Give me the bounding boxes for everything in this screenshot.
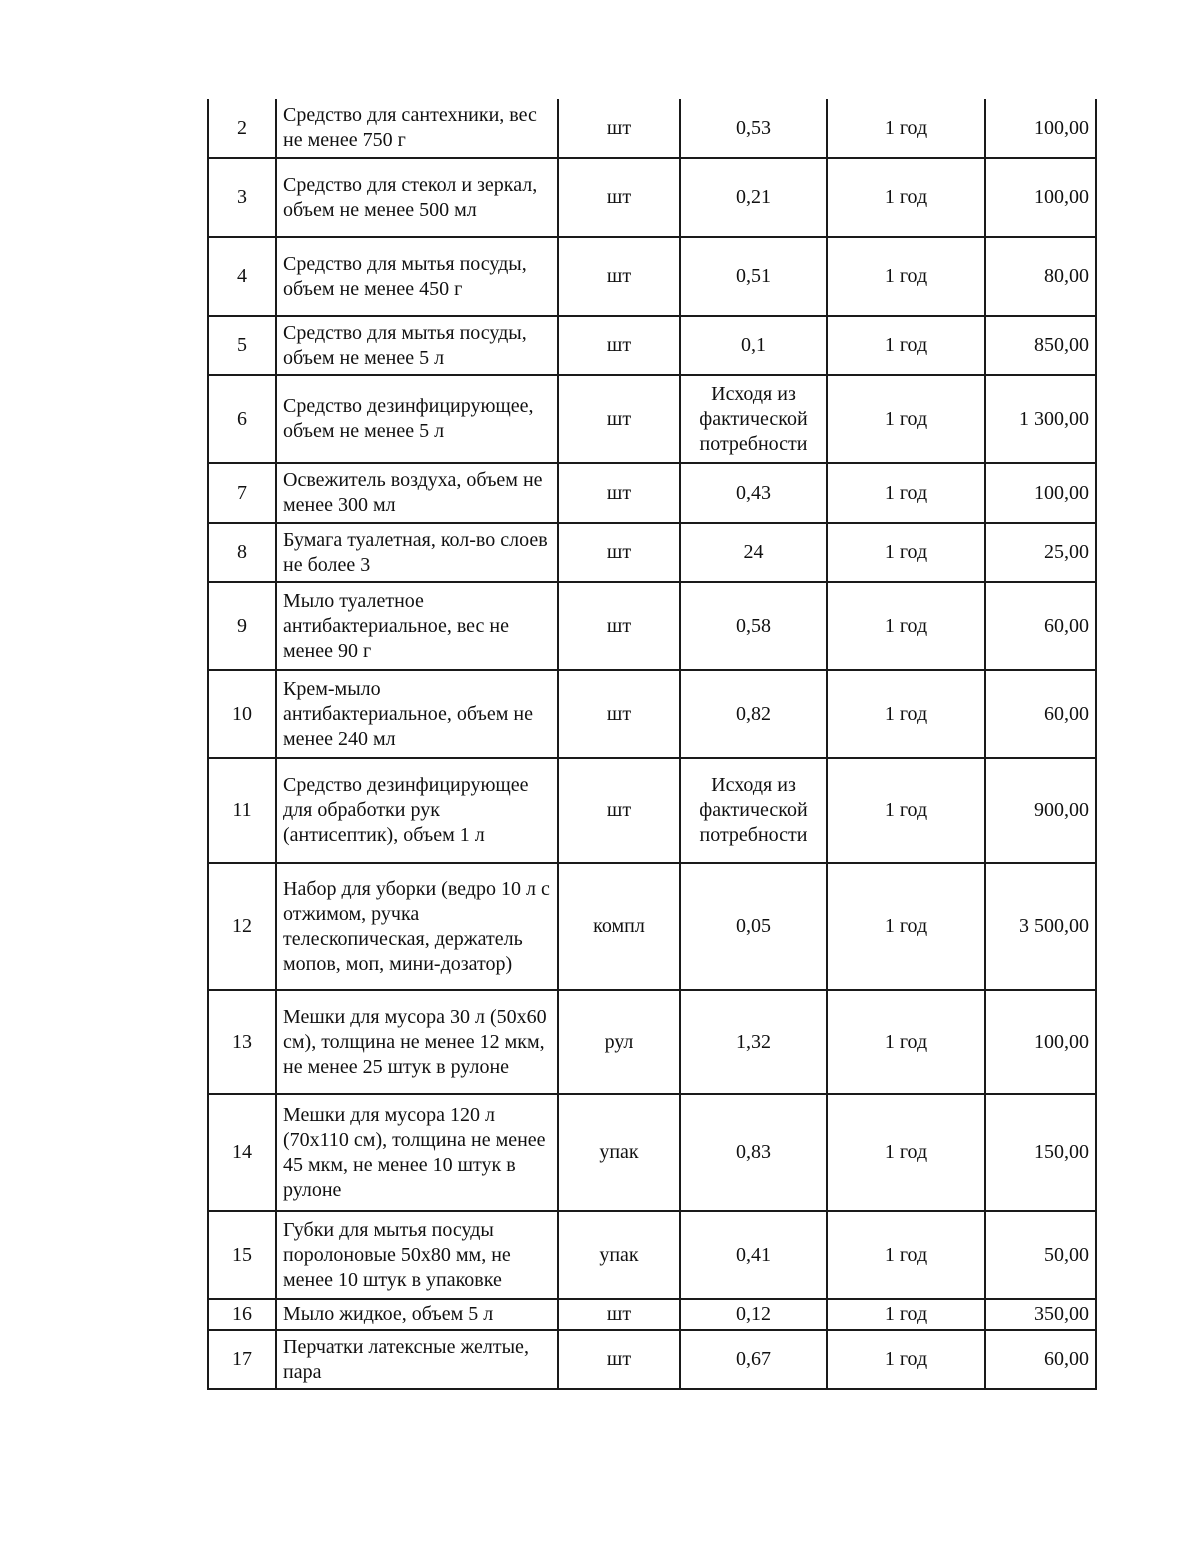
item-price: 850,00 <box>985 316 1096 375</box>
row-number: 17 <box>208 1330 276 1389</box>
item-name: Мешки для мусора 120 л (70х110 см), толщина не менее 45 мкм, не менее 10 штук в рулоне <box>276 1094 558 1211</box>
item-unit: шт <box>558 758 680 863</box>
row-number: 2 <box>208 99 276 158</box>
item-price: 350,00 <box>985 1299 1096 1330</box>
item-unit: шт <box>558 316 680 375</box>
item-price: 50,00 <box>985 1211 1096 1299</box>
item-name: Мешки для мусора 30 л (50х60 см), толщина не менее 12 мкм, не менее 25 штук в рулоне <box>276 990 558 1094</box>
item-name: Крем-мыло антибактериальное, объем не менее 240 мл <box>276 670 558 758</box>
item-unit: шт <box>558 237 680 316</box>
table-row <box>208 582 1096 670</box>
item-unit: шт <box>558 582 680 670</box>
item-quantity: 0,21 <box>680 158 827 237</box>
item-quantity: 0,05 <box>680 863 827 990</box>
row-number: 12 <box>208 863 276 990</box>
item-quantity: 1,32 <box>680 990 827 1094</box>
item-term: 1 год <box>827 1094 985 1211</box>
item-price: 60,00 <box>985 670 1096 758</box>
item-term: 1 год <box>827 237 985 316</box>
table-row <box>208 158 1096 237</box>
item-term: 1 год <box>827 1211 985 1299</box>
item-price: 100,00 <box>985 463 1096 523</box>
item-unit: шт <box>558 463 680 523</box>
item-quantity: 0,51 <box>680 237 827 316</box>
item-price: 150,00 <box>985 1094 1096 1211</box>
item-term: 1 год <box>827 582 985 670</box>
item-name: Средство для мытья посуды, объем не менее 5 л <box>276 316 558 375</box>
row-number: 11 <box>208 758 276 863</box>
item-price: 60,00 <box>985 582 1096 670</box>
item-name: Средство дезинфицирующее для обработки рук (антисептик), объем 1 л <box>276 758 558 863</box>
item-quantity: 0,82 <box>680 670 827 758</box>
item-term: 1 год <box>827 375 985 463</box>
item-quantity: Исходя из фактической потребности <box>680 758 827 863</box>
item-name: Средство дезинфицирующее, объем не менее 5 л <box>276 375 558 463</box>
item-unit: шт <box>558 1299 680 1330</box>
item-name: Бумага туалетная, кол-во слоев не более 3 <box>276 523 558 582</box>
item-price: 25,00 <box>985 523 1096 582</box>
table-row <box>208 463 1096 523</box>
item-term: 1 год <box>827 1330 985 1389</box>
row-number: 5 <box>208 316 276 375</box>
document-page <box>207 99 1095 1390</box>
item-price: 100,00 <box>985 99 1096 158</box>
item-term: 1 год <box>827 1299 985 1330</box>
item-term: 1 год <box>827 990 985 1094</box>
table-row <box>208 1299 1096 1330</box>
row-number: 9 <box>208 582 276 670</box>
item-price: 3 500,00 <box>985 863 1096 990</box>
item-price: 100,00 <box>985 990 1096 1094</box>
table-row <box>208 1330 1096 1389</box>
item-price: 60,00 <box>985 1330 1096 1389</box>
item-name: Мыло жидкое, объем 5 л <box>276 1299 558 1330</box>
row-number: 16 <box>208 1299 276 1330</box>
row-number: 10 <box>208 670 276 758</box>
item-unit: компл <box>558 863 680 990</box>
item-term: 1 год <box>827 99 985 158</box>
row-number: 8 <box>208 523 276 582</box>
item-quantity: Исходя из фактической потребности <box>680 375 827 463</box>
table-row <box>208 99 1096 158</box>
row-number: 13 <box>208 990 276 1094</box>
item-unit: шт <box>558 375 680 463</box>
item-quantity: 0,12 <box>680 1299 827 1330</box>
item-unit: рул <box>558 990 680 1094</box>
table-row <box>208 863 1096 990</box>
row-number: 6 <box>208 375 276 463</box>
item-name: Освежитель воздуха, объем не менее 300 мл <box>276 463 558 523</box>
table-row <box>208 990 1096 1094</box>
item-unit: шт <box>558 1330 680 1389</box>
item-quantity: 0,1 <box>680 316 827 375</box>
item-unit: шт <box>558 670 680 758</box>
item-term: 1 год <box>827 158 985 237</box>
items-table-body <box>208 99 1096 1389</box>
item-unit: шт <box>558 158 680 237</box>
table-row <box>208 316 1096 375</box>
item-price: 1 300,00 <box>985 375 1096 463</box>
row-number: 4 <box>208 237 276 316</box>
item-unit: упак <box>558 1211 680 1299</box>
table-row <box>208 1211 1096 1299</box>
table-row <box>208 1094 1096 1211</box>
item-price: 100,00 <box>985 158 1096 237</box>
item-unit: шт <box>558 99 680 158</box>
table-row <box>208 237 1096 316</box>
item-term: 1 год <box>827 670 985 758</box>
item-price: 900,00 <box>985 758 1096 863</box>
items-table <box>207 99 1097 1390</box>
item-unit: шт <box>558 523 680 582</box>
item-quantity: 0,67 <box>680 1330 827 1389</box>
item-quantity: 0,58 <box>680 582 827 670</box>
item-quantity: 0,53 <box>680 99 827 158</box>
item-term: 1 год <box>827 758 985 863</box>
item-name: Мыло туалетное антибактериальное, вес не менее 90 г <box>276 582 558 670</box>
row-number: 3 <box>208 158 276 237</box>
item-name: Средство для стекол и зеркал, объем не менее 500 мл <box>276 158 558 237</box>
table-row <box>208 758 1096 863</box>
item-term: 1 год <box>827 463 985 523</box>
row-number: 14 <box>208 1094 276 1211</box>
item-name: Набор для уборки (ведро 10 л с отжимом, ручка телескопическая, держатель мопов, моп, мини-дозатор) <box>276 863 558 990</box>
item-quantity: 24 <box>680 523 827 582</box>
item-name: Губки для мытья посуды поролоновые 50х80 мм, не менее 10 штук в упаковке <box>276 1211 558 1299</box>
item-price: 80,00 <box>985 237 1096 316</box>
item-name: Перчатки латексные желтые, пара <box>276 1330 558 1389</box>
item-unit: упак <box>558 1094 680 1211</box>
table-row <box>208 670 1096 758</box>
table-row <box>208 523 1096 582</box>
item-term: 1 год <box>827 523 985 582</box>
item-term: 1 год <box>827 316 985 375</box>
item-quantity: 0,83 <box>680 1094 827 1211</box>
item-name: Средство для мытья посуды, объем не менее 450 г <box>276 237 558 316</box>
row-number: 7 <box>208 463 276 523</box>
item-name: Средство для сантехники, вес не менее 750 г <box>276 99 558 158</box>
item-term: 1 год <box>827 863 985 990</box>
item-quantity: 0,43 <box>680 463 827 523</box>
row-number: 15 <box>208 1211 276 1299</box>
item-quantity: 0,41 <box>680 1211 827 1299</box>
table-row <box>208 375 1096 463</box>
